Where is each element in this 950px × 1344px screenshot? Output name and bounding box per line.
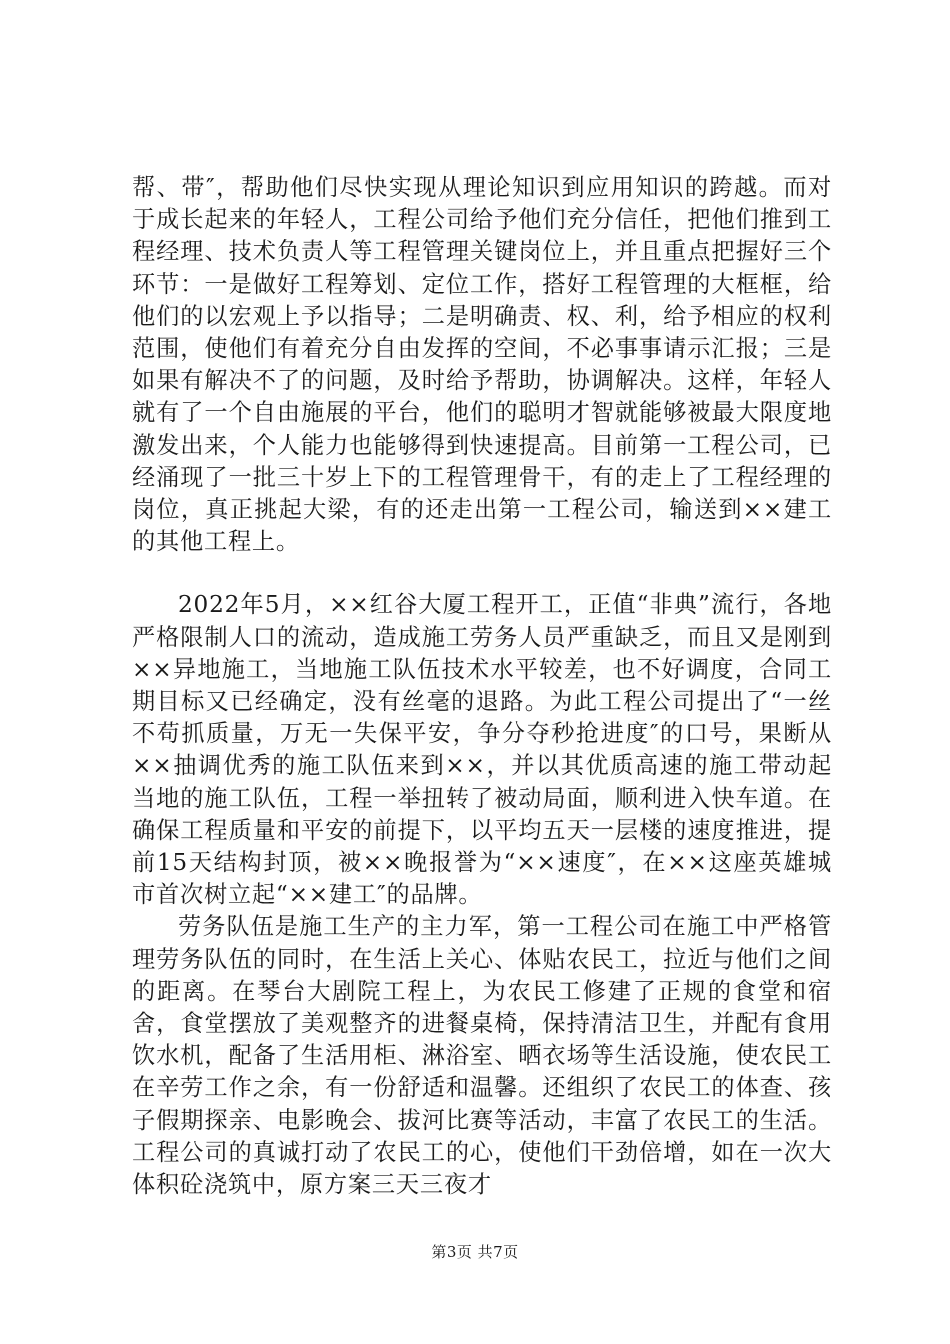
document-body	[132, 172, 832, 1201]
paragraph-2: 2022年5月，××红谷大厦工程开工，正值“非典”流行，各地严格限制人口的流动，造成施工劳务人员严重缺乏，而且又是刚到××异地施工，当地施工队伍技术水平较差，也不好调度，合同工期目标又已经确定，没有丝毫的退路。为此工程公司提出了“一丝不苟抓质量，万无一失保平安，争分夺秒抢进度″的口号，果断从××抽调优秀的施工队伍来到××，并以其优质高速的施工带动起当地的施工队伍，工程一举扭转了被动局面，顺利进入快车道。在确保工程质量和平安的前提下，以平均五天一层楼的速度推进，提前15天结构封顶，被××晚报誉为“××速度″，在××这座英雄城市首次树立起“××建工″的品牌。	[132, 591, 832, 909]
paragraph-3: 劳务队伍是施工生产的主力军，第一工程公司在施工中严格管理劳务队伍的同时，在生活上关心、体贴农民工，拉近与他们之间的距离。在琴台大剧院工程上，为农民工修建了正规的食堂和宿舍，食堂摆放了美观整齐的进餐桌椅，保持清洁卫生，并配有食用饮水机，配备了生活用柜、淋浴室、晒衣场等生活设施，使农民工在辛劳工作之余，有一份舒适和温馨。还组织了农民工的体查、孩子假期探亲、电影晚会、拔河比赛等活动，丰富了农民工的生活。工程公司的真诚打动了农民工的心，使他们干劲倍增，如在一次大体积砼浇筑中，原方案三天三夜才	[132, 913, 832, 1199]
paragraph-1: 帮、带″，帮助他们尽快实现从理论知识到应用知识的跨越。而对于成长起来的年轻人，工程公司给予他们充分信任，把他们推到工程经理、技术负责人等工程管理关键岗位上，并且重点把握好三个环节：一是做好工程筹划、定位工作，搭好工程管理的大框框，给他们的以宏观上予以指导；二是明确责、权、利，给予相应的权利范围，使他们有着充分自由发挥的空间，不必事事请示汇报；三是如果有解决不了的问题，及时给予帮助，协调解决。这样，年轻人就有了一个自由施展的平台，他们的聪明才智就能够被最大限度地激发出来，个人能力也能够得到快速提高。目前第一工程公司，已经涌现了一批三十岁上下的工程管理骨干，有的走上了工程经理的岗位，真正挑起大梁，有的还走出第一工程公司，输送到××建工的其他工程上。	[132, 174, 832, 556]
page-footer: 第3页 共7页	[431, 1243, 519, 1261]
paragraph-gap	[132, 558, 832, 589]
